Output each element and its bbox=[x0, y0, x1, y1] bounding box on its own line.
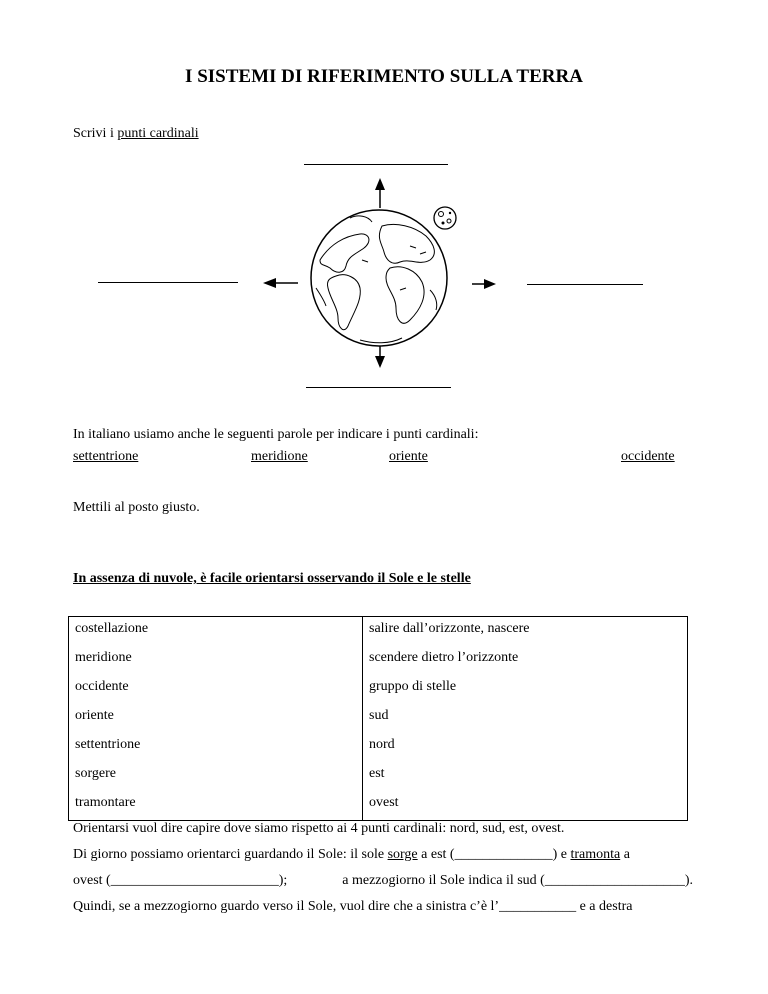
italian-words-intro: In italiano usiamo anche le seguenti parole per indicare i punti cardinali: bbox=[73, 427, 479, 442]
table-row bbox=[69, 617, 688, 647]
word-oriente: oriente bbox=[389, 449, 428, 464]
arrow-west-icon bbox=[263, 278, 298, 288]
word-sorge: sorge bbox=[387, 847, 418, 862]
table-cell-definition: salire dall’orizzonte, nascere bbox=[369, 621, 530, 636]
answer-line-west[interactable] bbox=[98, 282, 238, 283]
page-title: I SISTEMI DI RIFERIMENTO SULLA TERRA bbox=[185, 66, 583, 87]
word-tramonta: tramonta bbox=[570, 847, 621, 862]
paragraph-text: a bbox=[620, 847, 630, 862]
paragraph-line-2 bbox=[73, 846, 693, 863]
word-meridione: meridione bbox=[251, 449, 308, 464]
instruction-prefix: Scrivi i bbox=[73, 126, 118, 141]
word-occidente: occidente bbox=[621, 449, 675, 464]
moon-icon bbox=[434, 207, 456, 229]
place-instruction: Mettili al posto giusto. bbox=[73, 500, 200, 515]
globe-diagram bbox=[250, 170, 520, 375]
table-row bbox=[69, 791, 688, 821]
instruction-link: punti cardinali bbox=[117, 126, 199, 141]
paragraph-line-4: Quindi, se a mezzogiorno guardo verso il Sole, vuol dire che a sinistra c’è l’___________ e a destra bbox=[73, 899, 633, 914]
table-cell-term: settentrione bbox=[69, 733, 363, 762]
answer-line-north[interactable] bbox=[304, 164, 448, 165]
table-row bbox=[69, 733, 688, 762]
table-cell-definition: sud bbox=[369, 708, 389, 723]
table-cell-definition: est bbox=[369, 766, 385, 781]
answer-line-south[interactable] bbox=[306, 387, 451, 388]
table-cell-term: costellazione bbox=[69, 617, 363, 647]
paragraph-text: a mezzogiorno il Sole indica il sud (____________________). bbox=[342, 873, 693, 888]
paragraph-text: a est (______________) e bbox=[417, 847, 571, 862]
arrow-east-icon bbox=[472, 279, 496, 289]
arrow-north-icon bbox=[375, 178, 385, 208]
earth-globe-icon bbox=[311, 210, 447, 346]
table-cell-definition: scendere dietro l’orizzonte bbox=[369, 650, 519, 665]
section-heading: In assenza di nuvole, è facile orientarsi osservando il Sole e le stelle bbox=[73, 571, 471, 586]
table-row bbox=[69, 704, 688, 733]
table-cell-definition: gruppo di stelle bbox=[369, 679, 457, 694]
vocabulary-table bbox=[68, 616, 688, 821]
paragraph-line-1: Orientarsi vuol dire capire dove siamo rispetto ai 4 punti cardinali: nord, sud, est, ovest. bbox=[73, 821, 565, 836]
word-settentrione: settentrione bbox=[73, 449, 139, 464]
table-cell-term: sorgere bbox=[69, 762, 363, 791]
table-cell-term: meridione bbox=[69, 646, 363, 675]
paragraph-text: ovest (________________________); bbox=[73, 873, 288, 888]
table-cell-definition: ovest bbox=[369, 795, 399, 810]
table-row bbox=[69, 675, 688, 704]
instruction bbox=[73, 125, 199, 142]
table-cell-definition: nord bbox=[369, 737, 395, 752]
table-cell-term: occidente bbox=[69, 675, 363, 704]
arrow-south-icon bbox=[375, 345, 385, 368]
table-row bbox=[69, 762, 688, 791]
table-row bbox=[69, 646, 688, 675]
table-cell-term: oriente bbox=[69, 704, 363, 733]
paragraph-text: Di giorno possiamo orientarci guardando il Sole: il sole bbox=[73, 847, 388, 862]
paragraph-line-3 bbox=[73, 872, 693, 889]
answer-line-east[interactable] bbox=[527, 284, 643, 285]
table-cell-term: tramontare bbox=[69, 791, 363, 821]
